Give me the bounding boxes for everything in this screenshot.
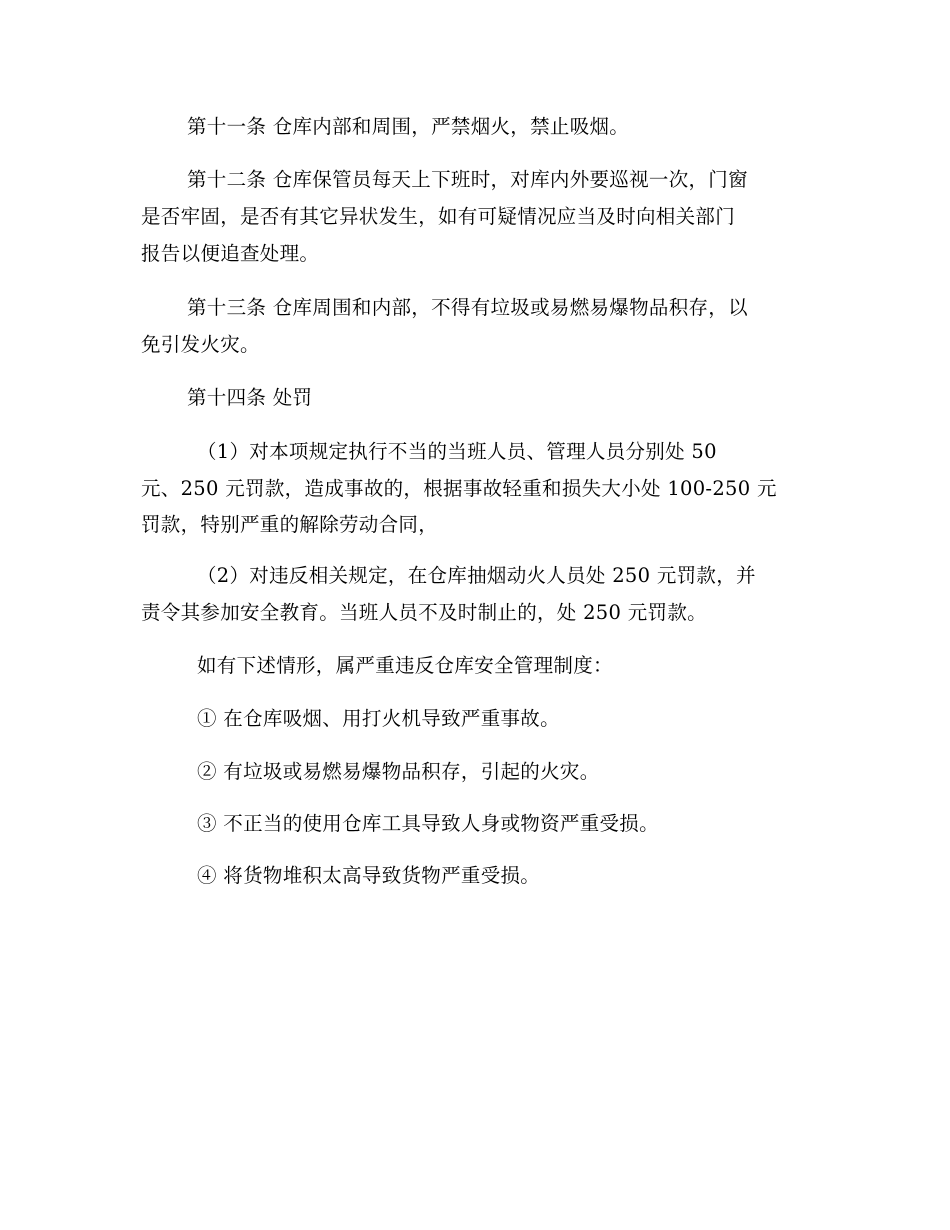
penalty-1-line-2: 元、250 元罚款，造成事故的，根据事故轻重和损失大小处 100-250 元: [141, 477, 777, 500]
penalty-2-line-2: 责令其参加安全教育。当班人员不及时制止的，处 250 元罚款。: [141, 601, 707, 624]
article-14-heading: 第十四条 处罚: [187, 386, 313, 409]
article-12-line-3: 报告以便追查处理。: [141, 242, 320, 265]
article-13-line-1: 第十三条 仓库周围和内部，不得有垃圾或易燃易爆物品积存，以: [187, 296, 748, 319]
violation-item-1: ① 在仓库吸烟、用打火机导致严重事故。: [197, 707, 560, 730]
article-13-line-2: 免引发火灾。: [141, 333, 260, 356]
penalty-2-line-1: （2）对违反相关规定，在仓库抽烟动火人员处 250 元罚款，并: [197, 564, 756, 587]
penalty-1-line-1: （1）对本项规定执行不当的当班人员、管理人员分别处 50: [197, 440, 717, 463]
serious-violation-intro: 如有下述情形，属严重违反仓库安全管理制度：: [197, 654, 613, 677]
article-12-line-2: 是否牢固，是否有其它异状发生，如有可疑情况应当及时向相关部门: [141, 205, 736, 228]
article-12-line-1: 第十二条 仓库保管员每天上下班时，对库内外要巡视一次，门窗: [187, 168, 748, 191]
penalty-1-line-3: 罚款，特别严重的解除劳动合同，: [141, 513, 439, 536]
article-11-line-1: 第十一条 仓库内部和周围，严禁烟火，禁止吸烟。: [187, 115, 630, 138]
violation-item-2: ② 有垃圾或易燃易爆物品积存，引起的火灾。: [197, 760, 600, 783]
violation-item-3: ③ 不正当的使用仓库工具导致人身或物资严重受损。: [197, 812, 659, 835]
violation-item-4: ④ 将货物堆积太高导致货物严重受损。: [197, 864, 541, 887]
